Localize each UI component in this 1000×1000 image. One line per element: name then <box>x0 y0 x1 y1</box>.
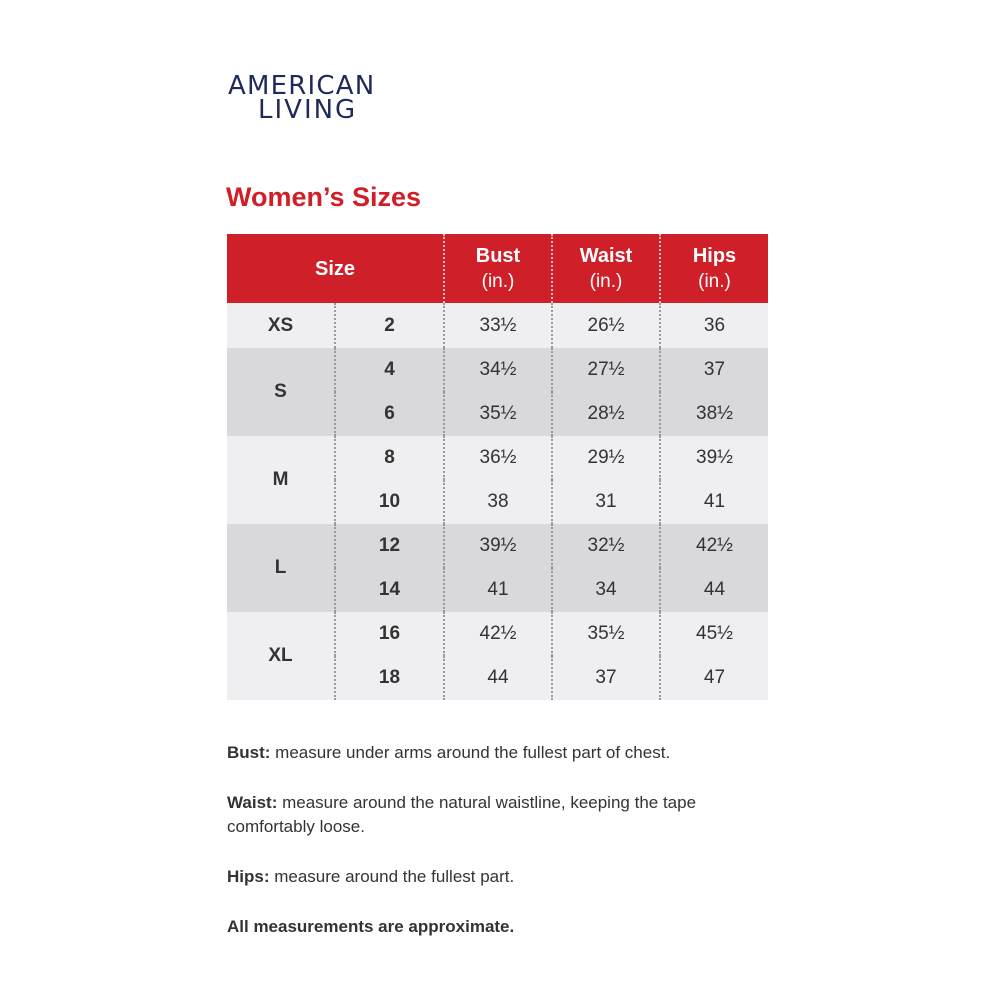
numeric-size: 12 <box>335 524 444 568</box>
numeric-size: 16 <box>335 612 444 656</box>
hips-value: 45½ <box>660 612 768 656</box>
note-waist-label: Waist: <box>227 793 278 812</box>
numeric-size: 14 <box>335 568 444 612</box>
header-waist-unit: (in.) <box>589 270 623 292</box>
waist-value: 34 <box>552 568 660 612</box>
size-group-xl: XL <box>227 612 335 700</box>
brand-logo-line1: AMERICAN <box>228 71 376 101</box>
bust-value: 33½ <box>444 303 552 348</box>
waist-value: 35½ <box>552 612 660 656</box>
note-waist <box>227 791 787 839</box>
table-row <box>227 303 768 348</box>
waist-value: 26½ <box>552 303 660 348</box>
numeric-size: 6 <box>335 392 444 436</box>
header-hips: Hips (in.) <box>660 234 768 303</box>
hips-value: 38½ <box>660 392 768 436</box>
table-header-row <box>227 234 768 303</box>
brand-logo-line2: LIVING <box>258 95 358 125</box>
size-group-l: L <box>227 524 335 612</box>
hips-value: 41 <box>660 480 768 524</box>
note-bust-label: Bust: <box>227 743 271 762</box>
size-chart-table <box>227 234 768 700</box>
note-bust-text: measure under arms around the fullest part of chest. <box>270 743 671 762</box>
waist-value: 37 <box>552 656 660 700</box>
bust-value: 42½ <box>444 612 552 656</box>
waist-value: 27½ <box>552 348 660 392</box>
header-hips-unit: (in.) <box>698 270 731 292</box>
waist-value: 28½ <box>552 392 660 436</box>
table-row <box>227 436 768 480</box>
hips-value: 39½ <box>660 436 768 480</box>
size-group-m: M <box>227 436 335 524</box>
table-row <box>227 348 768 392</box>
bust-value: 35½ <box>444 392 552 436</box>
hips-value: 36 <box>660 303 768 348</box>
hips-value: 47 <box>660 656 768 700</box>
waist-value: 32½ <box>552 524 660 568</box>
bust-value: 41 <box>444 568 552 612</box>
bust-value: 34½ <box>444 348 552 392</box>
note-bust <box>227 741 787 765</box>
numeric-size: 4 <box>335 348 444 392</box>
note-hips-text: measure around the fullest part. <box>269 867 515 886</box>
header-waist: Waist (in.) <box>552 234 660 303</box>
note-approx-text: All measurements are approximate. <box>227 917 515 936</box>
numeric-size: 2 <box>335 303 444 348</box>
bust-value: 44 <box>444 656 552 700</box>
waist-value: 31 <box>552 480 660 524</box>
note-hips <box>227 865 787 889</box>
note-hips-label: Hips: <box>227 867 270 886</box>
note-waist-text: measure around the natural waistline, keeping the tape comfortably loose. <box>227 793 697 836</box>
numeric-size: 18 <box>335 656 444 700</box>
note-approx <box>227 915 787 939</box>
hips-value: 37 <box>660 348 768 392</box>
bust-value: 39½ <box>444 524 552 568</box>
header-size: Size <box>227 234 444 303</box>
numeric-size: 8 <box>335 436 444 480</box>
table-row <box>227 612 768 656</box>
brand-logo <box>228 71 376 125</box>
header-bust-unit: (in.) <box>481 270 515 292</box>
numeric-size: 10 <box>335 480 444 524</box>
hips-value: 44 <box>660 568 768 612</box>
waist-value: 29½ <box>552 436 660 480</box>
bust-value: 38 <box>444 480 552 524</box>
measurement-notes <box>227 741 787 965</box>
size-group-s: S <box>227 348 335 436</box>
size-group-xs: XS <box>227 303 335 348</box>
page-title: Women’s Sizes <box>226 182 422 212</box>
header-bust: Bust (in.) <box>444 234 552 303</box>
table-row <box>227 524 768 568</box>
hips-value: 42½ <box>660 524 768 568</box>
bust-value: 36½ <box>444 436 552 480</box>
